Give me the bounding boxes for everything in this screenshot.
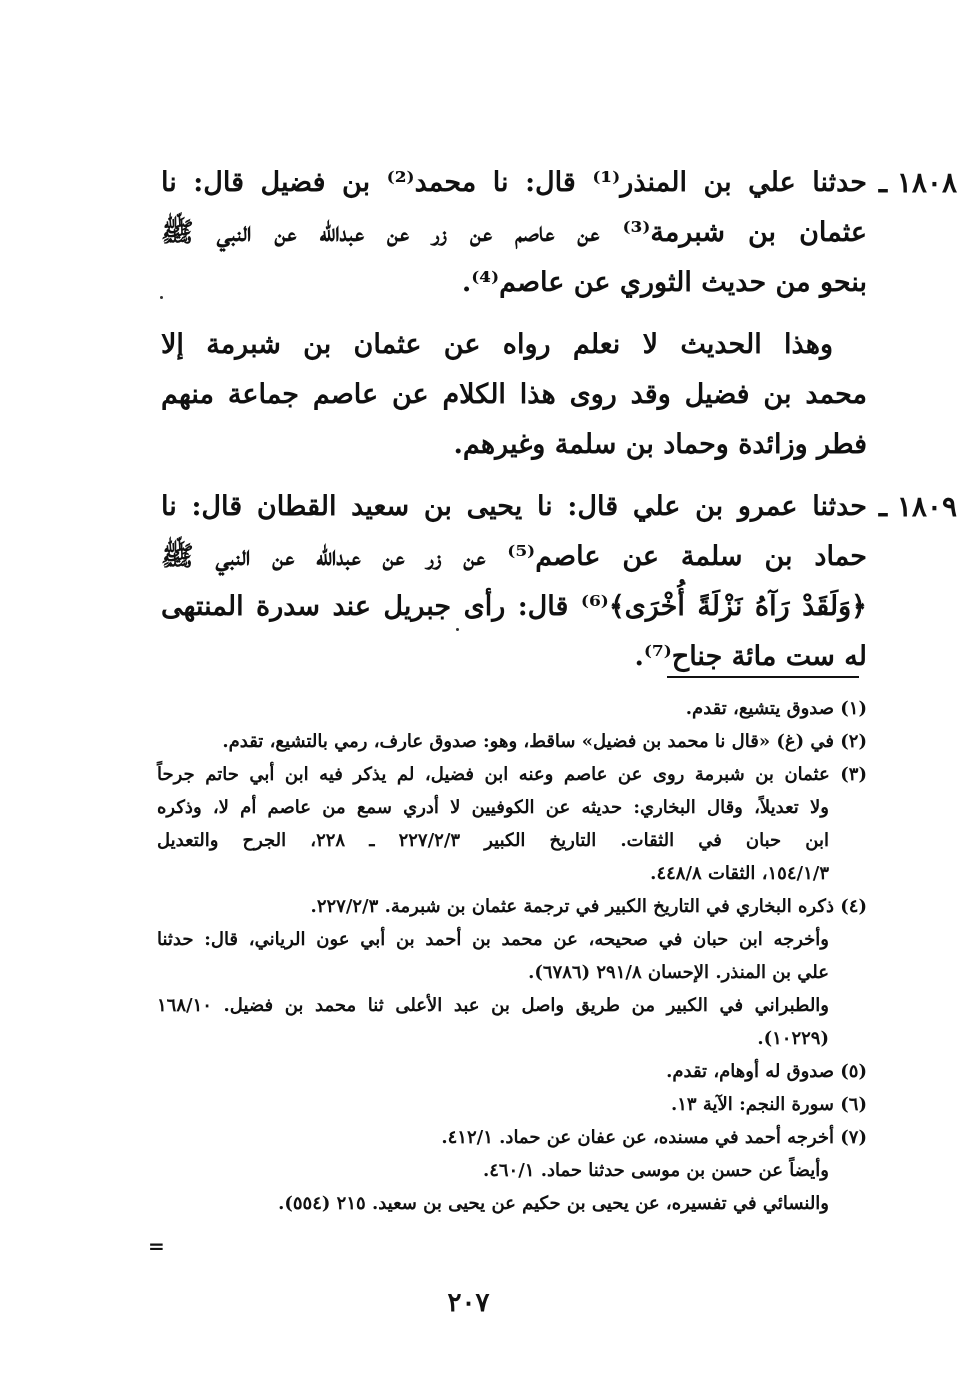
commentary-line: فطر وزائدة وحماد بن سلمة وغيرهم. [453,429,867,460]
footnote-line: ١٥٤/١/٣، الثقات ٤٤٨/٨. [650,863,829,884]
footnote-7 [157,1121,867,1154]
hadith-number: ١٨٠٨ ـ [878,166,957,199]
footnote-line: (٣) عثمان بن شبرمة روى عن عاصم وعنه ابن فضيل، لم يذكر فيه ابن أبي حاتم جرحاً [157,764,867,785]
scan-speck [456,628,459,631]
footnote-6 [157,1088,867,1121]
hadith-1809 [161,482,957,682]
hadith-text [161,158,957,682]
footnote-3 [157,758,867,890]
hadith-1808 [161,158,957,470]
footnote-4-continued [157,923,867,989]
footnote-5 [157,1055,867,1088]
continuation-mark: = [148,1234,165,1258]
footnote-line: علي بن المنذر. الإحسان ٢٩١/٨ (٦٧٨٦). [528,962,829,983]
footnote-separator [667,676,859,678]
footnote-line: (٤) ذكره البخاري في التاريخ الكبير في ترجمة عثمان بن شبرمة. ٢٢٧/٢/٣. [310,896,867,917]
footnote-line: (٥) صدوق له أوهام، تقدم. [666,1061,867,1082]
scan-speck [160,296,163,299]
footnote-line: وأيضاً عن حسن بن موسى حدثنا حماد. ٤٦٠/١. [482,1160,829,1181]
footnote-line: (١) صدوق يتشيع، تقدم. [685,698,867,719]
footnote-line: والنسائي في تفسيره، عن يحيى بن حكيم عن يحيى بن سعيد. ٢١٥ (٥٥٤). [278,1193,829,1214]
footnote-line: (١٠٢٢٩). [757,1028,829,1049]
footnote-7-continued [157,1187,867,1220]
footnote-line: (٦) سورة النجم: الآية ١٣. [670,1094,867,1115]
footnote-line: وأخرجه ابن حبان في صحيحه، عن محمد بن أحمد بن أبي عون الرياني، قال: حدثنا [157,929,829,950]
footnote-4 [157,890,867,923]
text-line: حدثنا علي بن المنذر⁽¹⁾ قال: نا محمد⁽²⁾ بن فضيل قال: نا [161,167,867,198]
text-line: حدثنا عمرو بن علي قال: نا يحيى بن سعيد القطان قال: نا [161,491,867,522]
hadith-number: ١٨٠٩ ـ [878,490,957,523]
footnote-1 [157,692,867,725]
commentary-line: محمد بن فضيل وقد روى هذا الكلام عن عاصم جماعة منهم [161,379,867,410]
footnote-7-continued [157,1154,867,1187]
commentary-line: وهذا الحديث لا نعلم رواه عن عثمان بن شبرمة إلا [161,329,833,360]
text-line: عثمان بن شبرمة⁽³⁾ عن عاصم عن زر عن عبدالله عن النبي ﷺ [161,217,868,248]
footnote-line: ولا تعديلاً، وقال البخاري: حديثه عن الكوفيين لا أدري سمع من عاصم أم لا، وذكره [157,797,829,818]
footnote-line: (٢) في (غ) «قال نا محمد بن فضيل» ساقط، وهو: صدوق عارف، رمي بالتشيع، تقدم. [222,731,867,752]
footnote-line: ابن حبان في الثقات. التاريخ الكبير ٢٢٧/٢/٣ ـ ٢٢٨، الجرح والتعديل [157,830,829,851]
text-line: بنحو من حديث الثوري عن عاصم⁽⁴⁾. [461,267,867,298]
footnotes [157,692,867,1220]
text-line: حماد بن سلمة عن عاصم⁽⁵⁾ عن زر عن عبدالله عن النبي ﷺ [161,541,867,572]
footnote-2 [157,725,867,758]
text-line: له ست مائة جناح⁽⁷⁾. [634,641,867,672]
text-line: ﴿وَلَقَدْ رَآهُ نَزْلَةً أُخْرَى﴾⁽⁶⁾ قال: رأى جبريل عند سدرة المنتهى [161,591,867,622]
footnote-line: والطبراني في الكبير من طريق واصل بن عبد الأعلى ثنا محمد بن فضيل. ١٦٨/١٠ [157,995,829,1016]
footnote-4-continued [157,989,867,1055]
page-number: ٢٠٧ [447,1288,490,1318]
footnote-line: (٧) أخرجه أحمد في مسنده، عن عفان عن حماد. ٤١٢/١. [441,1127,867,1148]
